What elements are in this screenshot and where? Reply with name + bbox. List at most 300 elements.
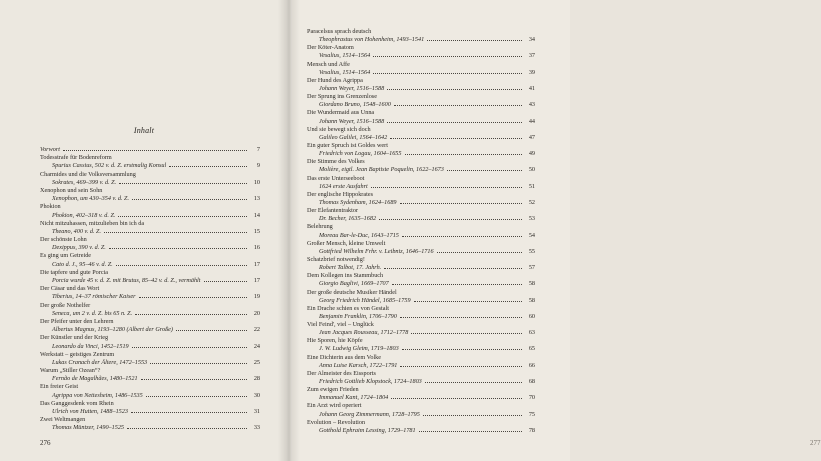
dot-leader xyxy=(169,166,247,167)
dot-leader xyxy=(109,248,247,249)
toc-subtitle: Xenophon, um 430–354 v. d. Z. xyxy=(52,195,130,203)
toc-subline xyxy=(319,166,535,174)
toc-entry xyxy=(307,126,535,134)
toc-entry xyxy=(307,85,535,93)
toc-entry xyxy=(40,367,260,375)
dot-leader xyxy=(118,216,247,217)
dot-leader xyxy=(387,89,522,90)
toc-entry xyxy=(307,378,535,386)
toc-entry xyxy=(40,359,260,367)
toc-subtitle: Leonardo da Vinci, 1452–1519 xyxy=(52,342,129,350)
toc-entry xyxy=(40,187,260,195)
toc-title: Zum ewigen Frieden xyxy=(307,386,359,394)
toc-entry xyxy=(307,411,535,419)
toc-subtitle: Theano, 400 v. d. Z. xyxy=(52,227,102,235)
dot-leader xyxy=(371,187,522,188)
dot-leader xyxy=(391,398,522,399)
toc-title: Der große deutsche Musiker Händel xyxy=(307,288,397,296)
toc-subtitle: Vorwort xyxy=(40,146,60,153)
toc-title: Großer Mensch, kleine Umwelt xyxy=(307,239,386,247)
toc-entry xyxy=(307,402,535,410)
contents-heading: Inhalt xyxy=(133,126,155,135)
dot-leader xyxy=(146,396,247,397)
toc-subtitle: Tiberius, 14–37 römischer Kaiser xyxy=(52,293,136,301)
toc-page-number: 15 xyxy=(253,227,260,235)
toc-subline xyxy=(319,85,535,93)
toc-entry xyxy=(307,134,535,142)
toc-entry xyxy=(307,394,535,402)
toc-subline xyxy=(52,195,260,203)
toc-page-number: 66 xyxy=(528,361,535,369)
toc-subtitle: Theophrastus von Hohenheim, 1493–1541 xyxy=(319,36,425,44)
toc-entry xyxy=(40,277,260,285)
toc-title: Der Pfeifer unter den Lehrern xyxy=(40,317,114,325)
toc-page-number: 52 xyxy=(528,198,535,206)
toc-title: Der Almeister des Eissports xyxy=(307,369,376,377)
toc-entry xyxy=(40,146,260,154)
toc-entry xyxy=(40,195,260,203)
toc-subline xyxy=(319,215,535,223)
toc-entry xyxy=(40,302,260,310)
contents-list-left xyxy=(40,146,260,433)
toc-page-number: 57 xyxy=(528,264,535,272)
toc-entry xyxy=(40,326,260,334)
dot-leader xyxy=(135,314,247,315)
toc-entry xyxy=(40,285,260,293)
toc-entry xyxy=(307,419,535,427)
dot-leader xyxy=(119,183,247,184)
toc-entry xyxy=(307,61,535,69)
dot-leader xyxy=(411,333,522,334)
toc-entry xyxy=(307,370,535,378)
toc-subline xyxy=(319,345,535,353)
toc-title: Der große Nothelfer xyxy=(40,301,91,309)
toc-subline xyxy=(52,326,260,334)
toc-entry xyxy=(307,28,535,36)
toc-subtitle: Porcia wurde 45 v. d. Z. mit Brutus, 85–42 v. d. Z., vermählt xyxy=(52,277,201,284)
dot-leader xyxy=(390,138,522,139)
toc-entry xyxy=(40,318,260,326)
toc-page-number: 16 xyxy=(253,244,260,252)
dot-leader xyxy=(141,379,247,380)
toc-entry xyxy=(307,248,535,256)
toc-entry xyxy=(307,69,535,77)
toc-subtitle: Giordano Bruno, 1548–1600 xyxy=(319,101,391,109)
toc-page-number: 7 xyxy=(256,146,260,153)
toc-subtitle: Giorgio Baglivi, 1669–1707 xyxy=(319,280,389,288)
toc-page-number: 20 xyxy=(253,309,260,317)
toc-entry xyxy=(40,252,260,260)
toc-subline xyxy=(52,162,260,170)
toc-title: Das Ganggesdenk vom Rhein xyxy=(40,399,114,407)
toc-entry xyxy=(40,162,260,170)
toc-page-number: 31 xyxy=(253,408,260,415)
toc-page-number: 58 xyxy=(528,280,535,288)
dot-leader xyxy=(425,382,522,383)
toc-subline xyxy=(52,293,260,301)
toc-subtitle: Ulrich von Hutten, 1488–1523 xyxy=(52,408,128,415)
toc-title: Die Stimme des Volkes xyxy=(307,158,365,166)
dot-leader xyxy=(392,284,522,285)
toc-title: Es ging um Getreide xyxy=(40,252,92,260)
dot-leader xyxy=(387,122,522,123)
toc-entry xyxy=(40,375,260,383)
toc-subtitle: Gottfried Wilhelm Frhr. v. Leibniz, 1646–1716 xyxy=(319,247,434,255)
toc-page-number: 10 xyxy=(253,178,260,186)
toc-entry xyxy=(40,228,260,236)
toc-entry xyxy=(307,321,535,329)
toc-page-number: 65 xyxy=(528,345,535,353)
toc-subline xyxy=(52,424,260,432)
toc-title: Charmides und die Volksversammlung xyxy=(40,170,136,178)
toc-subtitle: Friedrich Gottlieb Klopstock, 1724–1803 xyxy=(319,378,422,386)
toc-page-number: 19 xyxy=(253,293,260,301)
toc-page-number: 37 xyxy=(528,52,535,60)
dot-leader xyxy=(419,431,522,432)
toc-entry xyxy=(40,310,260,318)
toc-entry xyxy=(307,329,535,337)
toc-page-number: 43 xyxy=(528,101,535,109)
toc-title: Viel Feind', viel – Unglück xyxy=(307,321,374,329)
toc-foreword-line xyxy=(40,146,260,154)
toc-subtitle: Vesalius, 1514–1564 xyxy=(319,52,371,60)
toc-entry xyxy=(307,183,535,191)
toc-title: Der Sprung ins Grenzenlose xyxy=(307,93,377,101)
dot-leader xyxy=(104,232,247,233)
dot-leader xyxy=(400,317,522,318)
toc-subtitle: Robert Talbot, 17. Jahrh. xyxy=(319,264,382,272)
toc-subline xyxy=(319,280,535,288)
toc-entry xyxy=(307,305,535,313)
toc-subtitle: Friedrich von Logau, 1604–1655 xyxy=(319,150,402,158)
toc-entry xyxy=(307,109,535,117)
toc-title: Evolution – Revolution xyxy=(307,418,366,426)
toc-subtitle: Phokion, 402–318 v. d. Z. xyxy=(52,211,116,219)
dot-leader xyxy=(384,268,522,269)
toc-subline xyxy=(52,359,260,367)
toc-subtitle: J. W. Ludwig Gleim, 1719–1803 xyxy=(319,345,399,353)
toc-title: Und sie bewegt sich doch xyxy=(307,125,371,133)
toc-page-number: 60 xyxy=(528,312,535,320)
toc-page-number: 75 xyxy=(528,410,535,418)
toc-subline xyxy=(52,212,260,220)
left-page xyxy=(0,0,288,461)
toc-page-number: 17 xyxy=(253,260,260,268)
toc-entry xyxy=(307,158,535,166)
toc-page-number: 55 xyxy=(528,247,535,255)
toc-subtitle: Johann Weyer, 1516–1588 xyxy=(319,117,385,125)
toc-subline xyxy=(319,427,535,435)
toc-title: Ein guter Spruch ist Goldes wert xyxy=(307,141,388,149)
toc-entry xyxy=(40,392,260,400)
toc-entry xyxy=(307,77,535,85)
toc-entry xyxy=(307,215,535,223)
toc-title: Der schönste Lohn xyxy=(40,236,87,244)
toc-title: Todesstrafe für Bodenreform xyxy=(40,154,112,162)
toc-title: Phokion xyxy=(40,203,61,211)
toc-entry xyxy=(40,424,260,432)
toc-subline xyxy=(52,392,260,400)
toc-subtitle: Johann Georg Zimmermann, 1728–1795 xyxy=(319,410,420,418)
toc-entry xyxy=(307,313,535,321)
toc-page-number: 70 xyxy=(528,394,535,402)
toc-title: Warum „Stiller Ozean“? xyxy=(40,367,101,375)
dot-leader xyxy=(63,150,247,151)
dot-leader xyxy=(394,105,522,106)
toc-subline xyxy=(52,408,260,416)
dot-leader xyxy=(150,363,247,364)
toc-subline xyxy=(319,378,535,386)
toc-title: Das erste Unterseeboot xyxy=(307,174,365,182)
toc-entry xyxy=(307,345,535,353)
toc-entry xyxy=(40,203,260,211)
toc-entry xyxy=(307,150,535,158)
toc-entry xyxy=(307,207,535,215)
toc-entry xyxy=(307,223,535,231)
dot-leader xyxy=(400,366,522,367)
dot-leader xyxy=(176,330,247,331)
toc-subline xyxy=(52,343,260,351)
toc-page-number: 9 xyxy=(256,162,260,170)
toc-entry xyxy=(40,212,260,220)
toc-title: Nicht mitzuhassen, mitzulieben bin ich da xyxy=(40,219,145,227)
toc-page-number: 13 xyxy=(253,195,260,203)
toc-title: Der Künstler und der Krieg xyxy=(40,334,109,342)
toc-page-number: 24 xyxy=(253,342,260,350)
toc-subline xyxy=(52,375,260,383)
toc-entry xyxy=(307,191,535,199)
toc-subtitle: Spurius Cassius, 502 v. d. Z. erstmalig Konsul xyxy=(52,162,167,170)
toc-title: Belehrung xyxy=(307,223,333,231)
toc-entry xyxy=(40,334,260,342)
toc-page-number: 25 xyxy=(253,358,260,366)
toc-subline xyxy=(319,150,535,158)
toc-entry xyxy=(40,179,260,187)
dot-leader xyxy=(402,349,522,350)
toc-entry xyxy=(40,171,260,179)
toc-title: Xenophon und sein Sohn xyxy=(40,186,103,194)
toc-title: Zwei Weltmangen xyxy=(40,416,86,424)
toc-subline xyxy=(52,310,260,318)
toc-title: Die Wundermaid aus Unna xyxy=(307,109,375,117)
dot-leader xyxy=(400,203,522,204)
toc-subtitle: Dr. Becher, 1635–1682 xyxy=(319,215,377,223)
toc-entry xyxy=(40,293,260,301)
toc-title: Schatzbrief notwendig! xyxy=(307,255,365,263)
toc-entry xyxy=(307,142,535,150)
toc-subtitle: Fernão de Magalhães, 1480–1521 xyxy=(52,375,138,383)
toc-entry xyxy=(307,175,535,183)
toc-subline xyxy=(319,394,535,402)
toc-subline xyxy=(319,362,535,370)
toc-page-number: 78 xyxy=(528,426,535,434)
toc-subtitle: Vesalius, 1514–1564 xyxy=(319,68,371,76)
toc-entry xyxy=(307,36,535,44)
dot-leader xyxy=(423,415,522,416)
toc-title: Mensch und Affe xyxy=(307,60,350,68)
toc-subline xyxy=(52,277,260,285)
toc-entry xyxy=(40,400,260,408)
toc-subline xyxy=(319,52,535,60)
toc-entry xyxy=(307,256,535,264)
toc-subtitle: Lukas Cranach der Ältere, 1472–1553 xyxy=(52,358,148,366)
toc-entry xyxy=(307,166,535,174)
toc-page-number: 68 xyxy=(528,378,535,386)
toc-subline xyxy=(52,261,260,269)
toc-subtitle: Cato d. J., 95–46 v. d. Z. xyxy=(52,260,113,268)
toc-page-number: 53 xyxy=(528,215,535,223)
toc-subline xyxy=(319,329,535,337)
toc-subline xyxy=(319,183,535,191)
toc-title: Der englische Hippokrates xyxy=(307,190,373,198)
toc-subline xyxy=(319,118,535,126)
toc-entry xyxy=(307,52,535,60)
toc-subtitle: Benjamin Franklin, 1706–1790 xyxy=(319,312,397,320)
toc-subtitle: Moreau Bar-le-Duc, 1643–1715 xyxy=(319,231,399,239)
toc-title: Eine Dichterin aus dem Volke xyxy=(307,353,382,361)
dot-leader xyxy=(447,170,522,171)
dot-leader xyxy=(373,56,522,57)
dot-leader xyxy=(373,73,522,74)
toc-entry xyxy=(307,264,535,272)
toc-page-number: 39 xyxy=(528,68,535,76)
toc-entry xyxy=(40,408,260,416)
toc-title: Hie Sporen, hie Köpfe xyxy=(307,337,363,345)
toc-page-number: 17 xyxy=(253,277,260,284)
dot-leader xyxy=(131,412,247,413)
page-number-right: 277 xyxy=(810,439,821,447)
toc-subline xyxy=(319,134,535,142)
toc-title: Ein Drache schien es von Gestalt xyxy=(307,304,389,312)
toc-entry xyxy=(307,101,535,109)
dot-leader xyxy=(405,154,523,155)
toc-entry xyxy=(307,272,535,280)
toc-entry xyxy=(307,289,535,297)
toc-subtitle: Anna Luise Karsch, 1722–1791 xyxy=(319,361,398,369)
toc-entry xyxy=(40,416,260,424)
toc-subline xyxy=(319,69,535,77)
toc-entry xyxy=(307,44,535,52)
toc-entry xyxy=(40,383,260,391)
toc-entry xyxy=(40,351,260,359)
toc-entry xyxy=(307,297,535,305)
toc-page-number: 41 xyxy=(528,84,535,92)
toc-title: Der Cäsar und das Wort xyxy=(40,285,100,293)
toc-subtitle: Agrippa von Nettesheim, 1486–1535 xyxy=(52,391,143,399)
page-number-left: 276 xyxy=(40,439,51,447)
toc-entry xyxy=(307,337,535,345)
toc-subline xyxy=(319,232,535,240)
toc-subtitle: Albertus Magnus, 1193–1280 (Albert der Große) xyxy=(52,326,173,334)
toc-page-number: 28 xyxy=(253,375,260,383)
toc-subtitle: Jean Jacques Rousseau, 1712–1778 xyxy=(319,329,409,337)
toc-page-number: 47 xyxy=(528,133,535,141)
toc-title: Der Hund des Agrippa xyxy=(307,76,363,84)
toc-subtitle: Thomas Müntzer, 1490–1525 xyxy=(52,424,125,432)
dot-leader xyxy=(402,236,522,237)
toc-entry xyxy=(40,244,260,252)
toc-entry xyxy=(307,93,535,101)
toc-page-number: 63 xyxy=(528,329,535,337)
toc-subline xyxy=(319,101,535,109)
contents-list-right xyxy=(307,28,535,435)
toc-subline xyxy=(319,36,535,44)
toc-subtitle: Molière, eigtl. Jean Baptiste Poquelin, 1622–1673 xyxy=(319,166,444,174)
toc-entry xyxy=(307,118,535,126)
dot-leader xyxy=(116,265,247,266)
toc-subtitle: Johann Weyer, 1516–1588 xyxy=(319,84,385,92)
dot-leader xyxy=(127,428,247,429)
toc-page-number: 34 xyxy=(528,36,535,44)
toc-subline xyxy=(52,228,260,236)
dot-leader xyxy=(132,199,247,200)
toc-subtitle: Galileo Galilei, 1564–1642 xyxy=(319,133,388,141)
toc-subtitle: 1624 erste Ausfahrt xyxy=(319,182,368,190)
toc-subtitle: Gotthold Ephraim Lessing, 1729–1781 xyxy=(319,426,416,434)
toc-entry xyxy=(307,386,535,394)
toc-page-number: 30 xyxy=(253,391,260,399)
toc-title: Paracelsus sprach deutsch xyxy=(307,28,372,35)
dot-leader xyxy=(139,297,247,298)
toc-page-number: 58 xyxy=(528,296,535,304)
toc-entry xyxy=(40,343,260,351)
toc-title: Der Elefantentraktor xyxy=(307,207,359,215)
toc-page-number: 49 xyxy=(528,150,535,158)
toc-subtitle: Sokrates, 469–399 v. d. Z. xyxy=(52,178,117,186)
toc-entry xyxy=(40,269,260,277)
toc-entry xyxy=(307,240,535,248)
toc-subline xyxy=(319,248,535,256)
toc-entry xyxy=(40,261,260,269)
toc-subline xyxy=(319,264,535,272)
toc-entry xyxy=(40,236,260,244)
toc-page-number: 33 xyxy=(253,424,260,432)
toc-entry xyxy=(307,280,535,288)
toc-entry xyxy=(307,232,535,240)
toc-subline xyxy=(52,179,260,187)
dot-leader xyxy=(414,301,522,302)
toc-entry xyxy=(307,354,535,362)
toc-subline xyxy=(319,313,535,321)
toc-page-number: 51 xyxy=(528,182,535,190)
dot-leader xyxy=(132,347,247,348)
toc-entry xyxy=(40,154,260,162)
toc-entry xyxy=(307,362,535,370)
toc-subtitle: Dexippus, 390 v. d. Z. xyxy=(52,244,106,252)
toc-page-number: 54 xyxy=(528,231,535,239)
dot-leader xyxy=(379,219,522,220)
toc-subline xyxy=(319,297,535,305)
toc-page-number: 14 xyxy=(253,211,260,219)
toc-page-number: 44 xyxy=(528,117,535,125)
toc-entry xyxy=(40,220,260,228)
dot-leader xyxy=(427,40,522,41)
toc-subtitle: Thomas Sydenham, 1624–1689 xyxy=(319,198,397,206)
dot-leader xyxy=(437,252,522,253)
toc-page-number: 50 xyxy=(528,166,535,174)
toc-page-number: 22 xyxy=(253,326,260,334)
toc-title: Werkstatt – geistiges Zentrum xyxy=(40,350,115,358)
toc-title: Die tapfere und gute Porcia xyxy=(40,268,109,276)
toc-subline xyxy=(319,411,535,419)
toc-subtitle: Georg Friedrich Händel, 1685–1759 xyxy=(319,296,411,304)
toc-subtitle: Immanuel Kant, 1724–1804 xyxy=(319,394,389,402)
toc-subline xyxy=(319,199,535,207)
toc-title: Ein Arzt wird operiert xyxy=(307,402,362,410)
toc-title: Der Köter-Anatom xyxy=(307,44,354,52)
toc-subline xyxy=(52,244,260,252)
toc-title: Ein freier Geist xyxy=(40,383,79,391)
